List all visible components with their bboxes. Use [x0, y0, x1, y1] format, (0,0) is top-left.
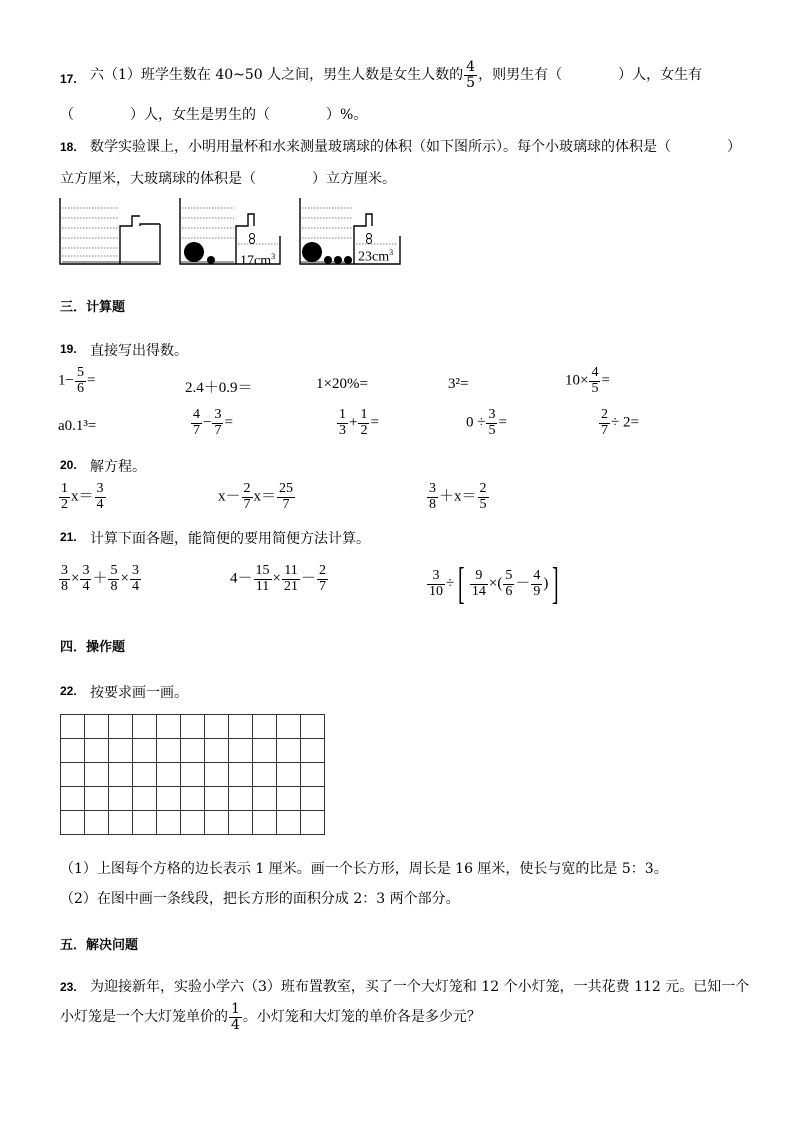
- grid-cell[interactable]: [253, 763, 277, 787]
- calc-3: $\frac{3}{10}$ ÷[ $\frac{9}{14}$ ×( $\frac{5}{6}$ － $\frac{4}{9}$ )]: [429, 559, 560, 608]
- question-number: 22.: [60, 684, 77, 698]
- grid-cell[interactable]: [61, 739, 85, 763]
- grid-cell[interactable]: [133, 763, 157, 787]
- grid-cell[interactable]: [157, 739, 181, 763]
- expr-1-3-plus-1-2: $\frac{1}{3}$ + $\frac{1}{2}$ =: [339, 407, 379, 438]
- question-17-line1: 六（1）班学生数在 40~50 人之间，男生人数是女生人数的 $\frac{4}{5}$ ，则男生有（ ）人，女生有: [90, 59, 703, 91]
- grid-cell[interactable]: [205, 739, 229, 763]
- question-number: 18.: [60, 140, 77, 154]
- small-ball: [207, 256, 215, 264]
- expr-2-4-plus-0-9: 2.4＋0.9＝: [185, 380, 253, 396]
- big-ball: [184, 242, 204, 262]
- grid-cell[interactable]: [181, 739, 205, 763]
- expr-3-squared: 3²=: [448, 376, 469, 392]
- grid-cell[interactable]: [133, 739, 157, 763]
- question-18-line2: 立方厘米，大玻璃球的体积是（ ）立方厘米。: [60, 171, 396, 187]
- grid-cell[interactable]: [277, 763, 301, 787]
- expr-1-times-20pct: 1×20%=: [316, 376, 368, 392]
- grid-cell[interactable]: [109, 787, 133, 811]
- equation-2: x－ $\frac{2}{7}$ x＝ $\frac{25}{7}$: [218, 481, 294, 512]
- grid-cell[interactable]: [133, 715, 157, 739]
- grid-cell[interactable]: [133, 787, 157, 811]
- grid-cell[interactable]: [301, 763, 325, 787]
- section-title: 四．操作题: [60, 639, 126, 654]
- question-22-title: 按要求画一画。: [90, 685, 188, 701]
- expr-10-times-4-5: 10× $\frac{4}{5}$ =: [565, 365, 610, 396]
- grid-cell[interactable]: [277, 787, 301, 811]
- measuring-cups-figure: [56, 196, 406, 272]
- grid-cell[interactable]: [157, 811, 181, 835]
- calc-1: $\frac{3}{8}$ × $\frac{3}{4}$ ＋ $\frac{5}{8}$ × $\frac{3}{4}$: [61, 563, 139, 594]
- grid-cell[interactable]: [109, 811, 133, 835]
- section-title: 五．解决问题: [60, 937, 139, 952]
- expr-1-minus-5-6: 1− $\frac{5}{6}$ =: [58, 365, 96, 396]
- grid-cell[interactable]: [253, 715, 277, 739]
- grid-cell[interactable]: [85, 715, 109, 739]
- grid-cell[interactable]: [181, 763, 205, 787]
- question-17-line2: （ ）人，女生是男生的（ ）%。: [60, 107, 368, 123]
- question-19-title: 直接写出得数。: [90, 343, 188, 359]
- grid-cell[interactable]: [301, 787, 325, 811]
- grid-cell[interactable]: [109, 739, 133, 763]
- grid-cell[interactable]: [61, 763, 85, 787]
- grid-cell[interactable]: [157, 763, 181, 787]
- question-22-part1: （1）上图每个方格的边长表示 1 厘米。画一个长方形，周长是 16 厘米，使长与宽的比是 5：3。: [60, 861, 668, 877]
- grid-cell[interactable]: [205, 715, 229, 739]
- grid-cell[interactable]: [301, 715, 325, 739]
- grid-cell[interactable]: [85, 787, 109, 811]
- volume-label-17: $17cm^3$: [240, 252, 276, 269]
- grid-cell[interactable]: [61, 715, 85, 739]
- fraction: $\frac{1}{4}$: [231, 1001, 240, 1033]
- grid-cell[interactable]: [109, 763, 133, 787]
- calc-2: 4－ $\frac{15}{11}$ × $\frac{11}{21}$ － $\frac{2}{7}$: [230, 563, 326, 594]
- question-23-line2: 小灯笼是一个大灯笼单价的 $\frac{1}{4}$ 。小灯笼和大灯笼的单价各是多少元？: [60, 1001, 481, 1033]
- grid-cell[interactable]: [229, 787, 253, 811]
- grid-cell[interactable]: [301, 811, 325, 835]
- grid-cell[interactable]: [181, 787, 205, 811]
- grid-cell[interactable]: [229, 811, 253, 835]
- equation-1: $\frac{1}{2}$ x＝ $\frac{3}{4}$: [61, 481, 104, 512]
- grid-cell[interactable]: [301, 739, 325, 763]
- question-number: 23.: [60, 980, 77, 994]
- grid-cell[interactable]: [205, 811, 229, 835]
- grid-cell[interactable]: [109, 715, 133, 739]
- question-21-title: 计算下面各题，能简便的要用简便方法计算。: [90, 531, 370, 547]
- grid-cell[interactable]: [253, 787, 277, 811]
- grid-cell[interactable]: [133, 811, 157, 835]
- grid-cell[interactable]: [277, 715, 301, 739]
- square-grid[interactable]: [60, 714, 325, 835]
- grid-cell[interactable]: [205, 787, 229, 811]
- question-number: 20.: [60, 458, 77, 472]
- grid-cell[interactable]: [181, 715, 205, 739]
- question-18-line1: 数学实验课上，小明用量杯和水来测量玻璃球的体积（如下图所示）。每个小玻璃球的体积是（ ）: [90, 139, 741, 155]
- equation-3: $\frac{3}{8}$ ＋x＝ $\frac{2}{5}$: [429, 481, 487, 512]
- question-23-line1: 为迎接新年，实验小学六（3）班布置教室，买了一个大灯笼和 12 个小灯笼，一共花费 112 元。已知一个: [90, 979, 750, 995]
- grid-cell[interactable]: [85, 763, 109, 787]
- question-number: 17.: [60, 72, 77, 86]
- expr-0-div-3-5: 0 ÷ $\frac{3}{5}$ =: [466, 407, 507, 438]
- grid-cell[interactable]: [229, 763, 253, 787]
- question-20-title: 解方程。: [90, 459, 146, 475]
- grid-cell[interactable]: [253, 811, 277, 835]
- grid-cell[interactable]: [277, 811, 301, 835]
- grid-cell[interactable]: [61, 811, 85, 835]
- question-number: 21.: [60, 530, 77, 544]
- grid-cell[interactable]: [253, 739, 277, 763]
- grid-cell[interactable]: [157, 715, 181, 739]
- grid-cell[interactable]: [229, 739, 253, 763]
- expr-0-1-cubed: a0.1³=: [58, 418, 97, 434]
- grid-cell[interactable]: [61, 787, 85, 811]
- grid-cell[interactable]: [85, 811, 109, 835]
- grid-cell[interactable]: [229, 715, 253, 739]
- question-22-part2: （2）在图中画一条线段，把长方形的面积分成 2：3 两个部分。: [60, 891, 460, 907]
- expr-4-7-minus-3-7: $\frac{4}{7}$ − $\frac{3}{7}$ =: [193, 407, 233, 438]
- grid-cell[interactable]: [157, 787, 181, 811]
- grid-cell[interactable]: [85, 739, 109, 763]
- expr-2-7-div-2: $\frac{2}{7}$ ÷ 2=: [601, 407, 639, 438]
- volume-label-23: $23cm^3$: [358, 248, 394, 265]
- grid-cell[interactable]: [205, 763, 229, 787]
- section-title: 三．计算题: [60, 299, 126, 314]
- grid-cell[interactable]: [181, 811, 205, 835]
- question-number: 19.: [60, 342, 77, 356]
- grid-cell[interactable]: [277, 739, 301, 763]
- fraction: $\frac{4}{5}$: [466, 59, 476, 91]
